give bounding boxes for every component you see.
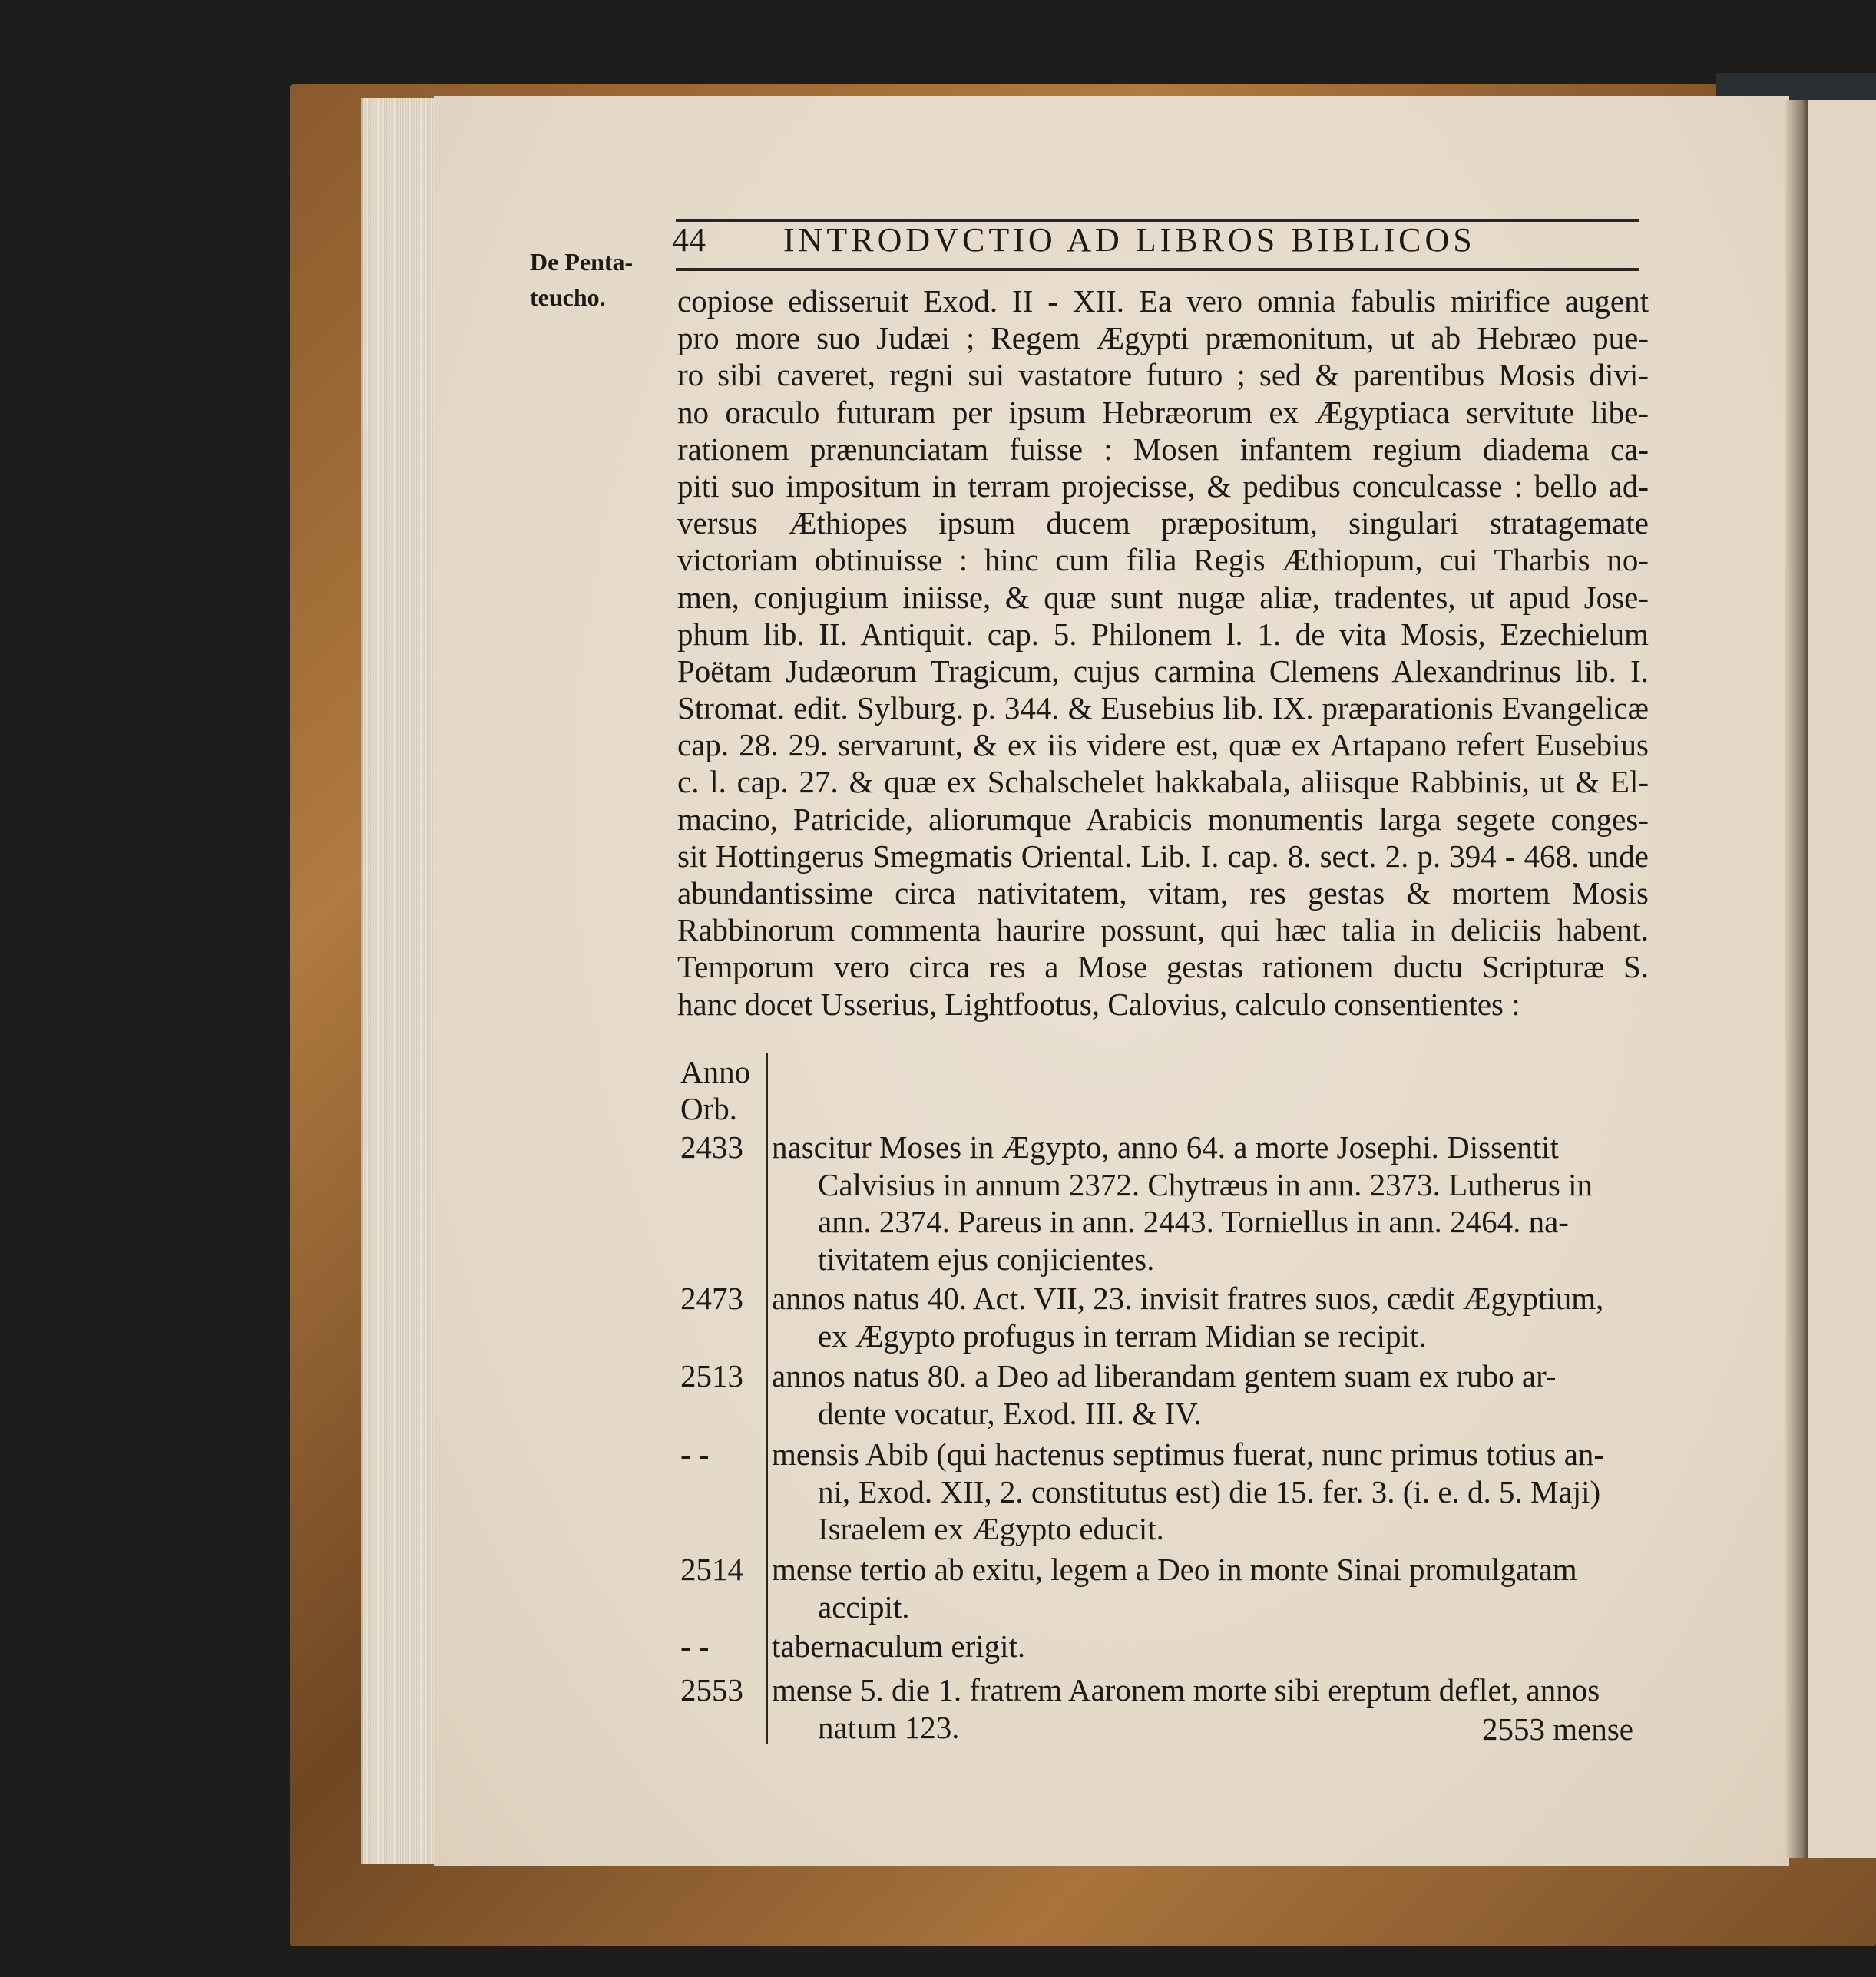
entry-text	[772, 1129, 1743, 1278]
entry-line: tivitatem ejus conjicientes.	[818, 1241, 1155, 1277]
body-line: ro sibi caveret, regni sui vastatore futuro ; sed & parentibus Mosis divi-	[677, 357, 1649, 393]
entry-line: natum 123.	[818, 1709, 960, 1745]
entry-year: 2553	[680, 1672, 743, 1708]
body-line: piti suo impositum in terram projecisse, & pedibus conculcasse : bello ad-	[677, 468, 1649, 504]
body-line: rationem prænunciatam fuisse : Mosen infantem regium diadema ca-	[677, 431, 1649, 467]
entry-year: 2473	[680, 1281, 743, 1316]
body-text	[677, 283, 1649, 1023]
margin-note	[530, 244, 653, 315]
page-number: 44	[672, 221, 706, 259]
entry-year: 2514	[680, 1552, 743, 1587]
entry-text	[772, 1357, 1743, 1432]
body-line: pro more suo Judæi ; Regem Ægypti præmonitum, ut ab Hebræo pue-	[677, 320, 1649, 356]
body-line: versus Æthiopes ipsum ducem præpositum, singulari stratagemate	[677, 505, 1649, 541]
entry-year: 2513	[680, 1358, 743, 1393]
entry-line: annos natus 80. a Deo ad liberandam gentem suam ex rubo ar-	[772, 1358, 1557, 1393]
entry-text	[772, 1280, 1743, 1354]
body-line: c. l. cap. 27. & quæ ex Schalschelet hakkabala, aliisque Rabbinis, ut & El-	[677, 764, 1649, 800]
body-line: hanc docet Usserius, Lightfootus, Calovius, calculo consentientes :	[677, 986, 1520, 1022]
body-line: Temporum vero circa res a Mose gestas rationem ductu Scripturæ S.	[677, 949, 1649, 985]
entry-text	[772, 1436, 1743, 1548]
chronology-table-header	[680, 1053, 750, 1127]
margin-note-line: teucho.	[530, 283, 606, 311]
entry-line: ann. 2374. Pareus in ann. 2443. Torniellus in ann. 2464. na-	[818, 1204, 1569, 1239]
body-line: cap. 28. 29. servarunt, & ex iis videre est, quæ ex Artapano refert Eusebius	[677, 727, 1649, 763]
entry-text	[772, 1551, 1743, 1625]
catchword: 2553 mense	[1482, 1711, 1633, 1747]
entry-line: dente vocatur, Exod. III. & IV.	[818, 1395, 1202, 1431]
body-line: abundantissime circa nativitatem, vitam, res gestas & mortem Mosis	[677, 875, 1649, 911]
body-line: no oraculo futuram per ipsum Hebræorum ex Ægyptiaca servitute libe-	[677, 394, 1649, 430]
entry-line: tabernaculum erigit.	[772, 1628, 1026, 1664]
body-line: macino, Patricide, aliorumque Arabicis monumentis larga segete conges-	[677, 801, 1649, 837]
entry-line: ni, Exod. XII, 2. constitutus est) die 15. fer. 3. (i. e. d. 5. Maji)	[818, 1473, 1601, 1509]
entry-year: - -	[680, 1628, 710, 1664]
body-line: sit Hottingerus Smegmatis Oriental. Lib. I. cap. 8. sect. 2. p. 394 - 468. unde	[677, 838, 1649, 874]
body-line: Stromat. edit. Sylburg. p. 344. & Eusebius lib. IX. præparationis Evangelicæ	[677, 690, 1649, 726]
entry-line: mense tertio ab exitu, legem a Deo in monte Sinai promulgatam	[772, 1552, 1577, 1587]
facing-page	[1808, 100, 1876, 1858]
entry-line: mense 5. die 1. fratrem Aaronem morte sibi ereptum deflet, annos	[772, 1672, 1600, 1708]
chronology-table-rule	[766, 1053, 768, 1744]
body-line: victoriam obtinuisse : hinc cum filia Regis Æthiopum, cui Tharbis no-	[677, 542, 1649, 578]
table-header-line: Orb.	[680, 1091, 738, 1126]
body-line: Rabbinorum commenta haurire possunt, qui hæc talia in deliciis habent.	[677, 912, 1649, 948]
body-line: men, conjugium iniisse, & quæ sunt nugæ aliæ, tradentes, ut apud Jose-	[677, 579, 1649, 615]
entry-line: ex Ægypto profugus in terram Midian se recipit.	[818, 1317, 1427, 1354]
table-header-line: Anno	[680, 1054, 751, 1089]
entry-line: accipit.	[818, 1589, 910, 1625]
margin-note-line: De Penta-	[530, 248, 634, 276]
body-line: phum lib. II. Antiquit. cap. 5. Philonem l. 1. de vita Mosis, Ezechielum	[677, 616, 1649, 652]
entry-year: - -	[680, 1436, 710, 1472]
entry-line: Israelem ex Ægypto educit.	[818, 1511, 1164, 1546]
entry-line: annos natus 40. Act. VII, 23. invisit fratres suos, cædit Ægyptium,	[772, 1281, 1604, 1316]
page-edges	[361, 98, 440, 1864]
body-line: Poëtam Judæorum Tragicum, cujus carmina Clemens Alexandrinus lib. I.	[677, 653, 1649, 689]
entry-line: nascitur Moses in Ægypto, anno 64. a morte Josephi. Dissentit	[772, 1129, 1559, 1165]
entry-line: Calvisius in annum 2372. Chytræus in ann. 2373. Lutherus in	[818, 1166, 1593, 1202]
body-line: copiose edisseruit Exod. II - XII. Ea vero omnia fabulis mirifice augent	[677, 283, 1649, 319]
running-head-title: INTRODVCTIO AD LIBROS BIBLICOS	[783, 221, 1476, 259]
entry-year: 2433	[680, 1129, 743, 1165]
entry-line: mensis Abib (qui hactenus septimus fuerat, nunc primus totius an-	[772, 1436, 1605, 1472]
entry-text	[772, 1628, 1743, 1665]
